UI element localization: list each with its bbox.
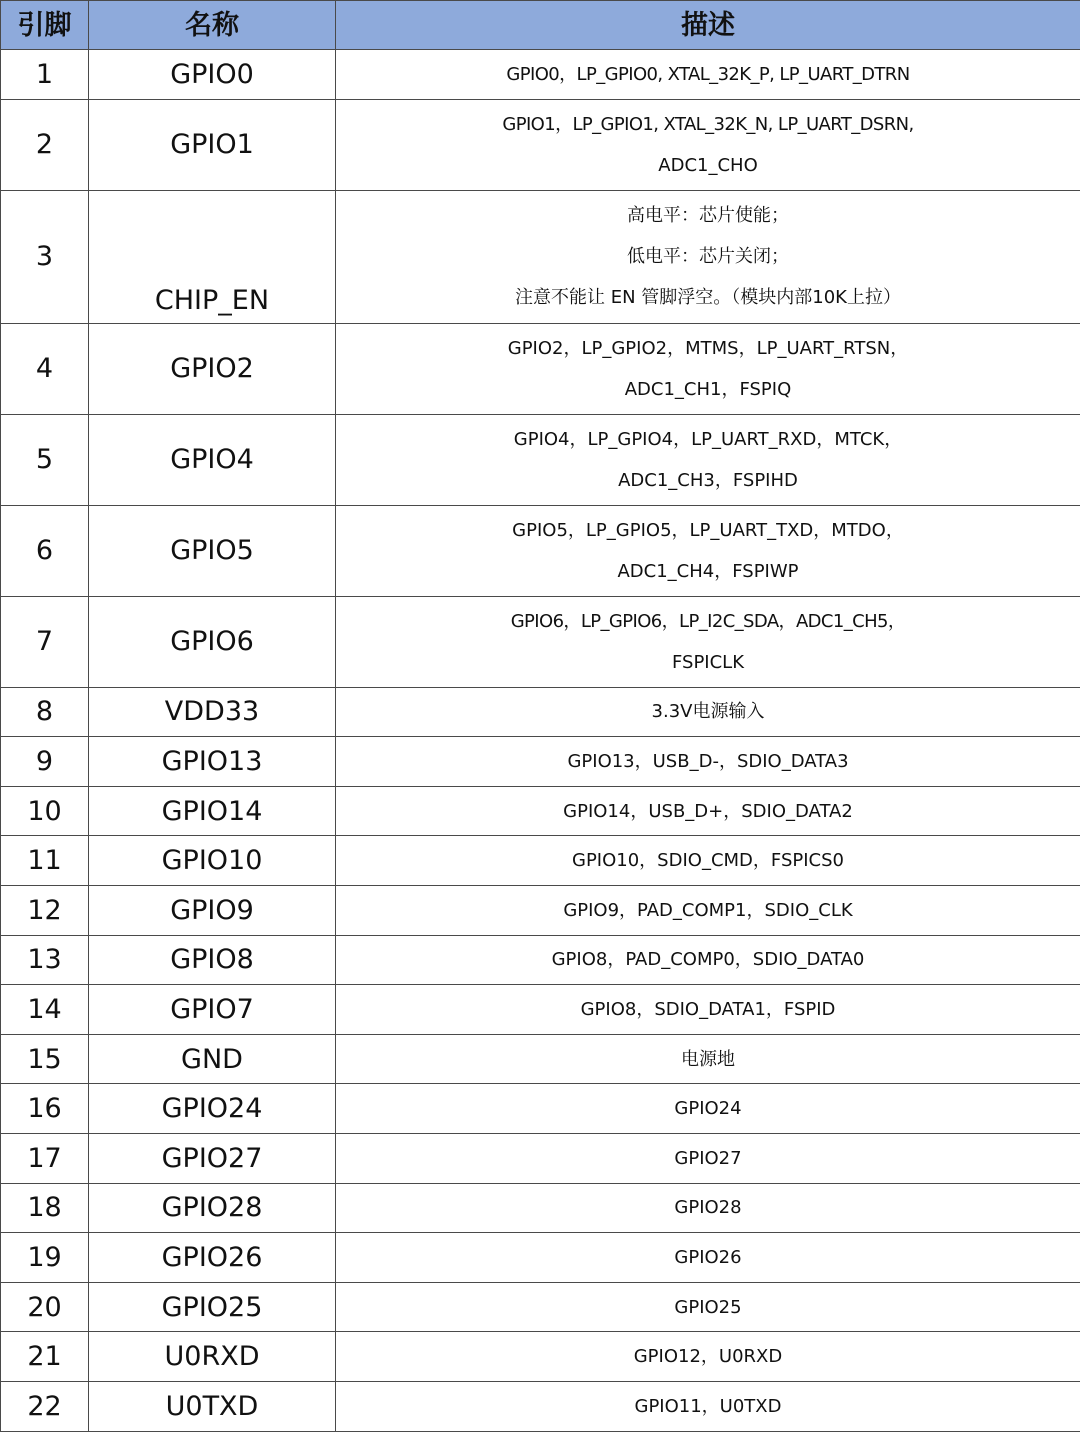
description-line: GPIO25 (674, 1296, 742, 1318)
pin-description-cell (336, 414, 1080, 505)
description-line: GPIO27 (674, 1147, 742, 1169)
table-row (1, 505, 1080, 596)
description-line: GPIO1，LP_GPIO1, XTAL_32K_N, LP_UART_DSRN, (502, 113, 914, 135)
pin-number-cell: 1 (1, 50, 89, 100)
pin-name-cell: VDD33 (89, 687, 336, 737)
description-line: ADC1_CHO (658, 154, 758, 176)
pin-number-cell: 2 (1, 99, 89, 190)
table-row (1, 737, 1080, 787)
table-row (1, 596, 1080, 687)
table-row (1, 1332, 1080, 1382)
pin-name-cell: GPIO6 (89, 596, 336, 687)
pin-description-cell (336, 1084, 1080, 1134)
table-header (1, 1, 1080, 50)
table-row (1, 786, 1080, 836)
description-line: GPIO9，PAD_COMP1，SDIO_CLK (563, 899, 853, 921)
description-line: GPIO8，PAD_COMP0，SDIO_DATA0 (551, 949, 865, 971)
pin-description-cell (336, 99, 1080, 190)
pin-number-cell: 9 (1, 737, 89, 787)
table-row (1, 99, 1080, 190)
description-line: ADC1_CH1，FSPIQ (624, 378, 792, 400)
pin-name-cell: U0RXD (89, 1332, 336, 1382)
pin-number-cell: 14 (1, 985, 89, 1035)
pin-number-cell: 17 (1, 1133, 89, 1183)
table-row (1, 323, 1080, 414)
table-row (1, 1282, 1080, 1332)
pin-name-cell: GPIO8 (89, 935, 336, 985)
pin-name-cell: GPIO28 (89, 1183, 336, 1233)
description-line: GPIO5，LP_GPIO5，LP_UART_TXD，MTDO， (512, 519, 904, 541)
table-row (1, 190, 1080, 323)
pin-description-cell (336, 836, 1080, 886)
description-line: GPIO14，USB_D+，SDIO_DATA2 (563, 800, 853, 822)
table-row (1, 1381, 1080, 1431)
description-line: 3.3V电源输入 (651, 701, 765, 723)
pin-number-cell: 12 (1, 885, 89, 935)
description-line: GPIO10，SDIO_CMD，FSPICS0 (572, 850, 844, 872)
table-row (1, 50, 1080, 100)
pin-description-cell (336, 596, 1080, 687)
pin-number-cell: 13 (1, 935, 89, 985)
pin-name-cell: CHIP_EN (89, 190, 336, 323)
pin-name-cell: GPIO24 (89, 1084, 336, 1134)
header-pin: 引脚 (1, 1, 89, 50)
pin-number-cell: 15 (1, 1034, 89, 1084)
pin-number-cell: 20 (1, 1282, 89, 1332)
pin-description-cell (336, 935, 1080, 985)
pin-name-cell: GPIO0 (89, 50, 336, 100)
table-row (1, 885, 1080, 935)
table-row (1, 1133, 1080, 1183)
pin-description-cell (336, 1332, 1080, 1382)
description-line: GPIO24 (674, 1098, 742, 1120)
table-row (1, 1183, 1080, 1233)
pin-description-cell (336, 505, 1080, 596)
pin-name-cell: GPIO9 (89, 885, 336, 935)
pin-number-cell: 4 (1, 323, 89, 414)
description-line: GPIO12，U0RXD (633, 1346, 783, 1368)
description-line: GPIO28 (674, 1197, 742, 1219)
pin-name-cell: GPIO14 (89, 786, 336, 836)
pin-number-cell: 7 (1, 596, 89, 687)
pin-description-cell (336, 885, 1080, 935)
pin-name-cell: GPIO5 (89, 505, 336, 596)
pin-description-cell (336, 50, 1080, 100)
pin-name-cell: GPIO4 (89, 414, 336, 505)
pin-number-cell: 8 (1, 687, 89, 737)
pin-description-cell (336, 1034, 1080, 1084)
description-line: 高电平：芯片使能； (627, 205, 789, 227)
description-line: 低电平：芯片关闭； (627, 246, 789, 268)
header-row (1, 1, 1080, 50)
pin-description-cell (336, 1282, 1080, 1332)
pin-number-cell: 21 (1, 1332, 89, 1382)
table-row (1, 1084, 1080, 1134)
pin-name-cell: GPIO10 (89, 836, 336, 886)
description-line: ADC1_CH4，FSPIWP (617, 560, 799, 582)
table-row (1, 687, 1080, 737)
pin-description-cell (336, 1183, 1080, 1233)
pin-number-cell: 3 (1, 190, 89, 323)
pin-name-cell: GND (89, 1034, 336, 1084)
table-row (1, 836, 1080, 886)
pin-description-cell (336, 985, 1080, 1035)
pin-name-cell: GPIO27 (89, 1133, 336, 1183)
pin-name-cell: GPIO7 (89, 985, 336, 1035)
pin-description-cell (336, 190, 1080, 323)
description-line: GPIO0，LP_GPIO0, XTAL_32K_P, LP_UART_DTRN (506, 63, 910, 85)
description-line: GPIO4，LP_GPIO4，LP_UART_RXD，MTCK， (513, 428, 903, 450)
header-name: 名称 (89, 1, 336, 50)
pin-number-cell: 11 (1, 836, 89, 886)
pin-number-cell: 10 (1, 786, 89, 836)
pin-name-cell: GPIO13 (89, 737, 336, 787)
pin-description-cell (336, 323, 1080, 414)
pin-description-cell (336, 1233, 1080, 1283)
pin-number-cell: 19 (1, 1233, 89, 1283)
pin-name-cell: U0TXD (89, 1381, 336, 1431)
pin-name-cell: GPIO26 (89, 1233, 336, 1283)
pin-name-cell: GPIO25 (89, 1282, 336, 1332)
pin-name-cell: GPIO1 (89, 99, 336, 190)
pin-description-cell (336, 737, 1080, 787)
table-body (1, 50, 1080, 1432)
table-row (1, 935, 1080, 985)
pin-name-cell: GPIO2 (89, 323, 336, 414)
table-row (1, 414, 1080, 505)
pin-number-cell: 22 (1, 1381, 89, 1431)
pin-number-cell: 5 (1, 414, 89, 505)
description-line: GPIO6，LP_GPIO6，LP_I2C_SDA，ADC1_CH5， (510, 610, 906, 632)
pin-number-cell: 6 (1, 505, 89, 596)
pin-description-cell (336, 687, 1080, 737)
description-line: GPIO13，USB_D-，SDIO_DATA3 (567, 750, 849, 772)
description-line: 注意不能让 EN 管脚浮空。（模块内部10K上拉） (515, 287, 901, 309)
pin-description-cell (336, 1133, 1080, 1183)
table-row (1, 985, 1080, 1035)
description-line: GPIO26 (674, 1246, 742, 1268)
description-line: GPIO11，U0TXD (634, 1395, 782, 1417)
description-line: 电源地 (681, 1048, 735, 1070)
pin-description-cell (336, 1381, 1080, 1431)
pin-description-cell (336, 786, 1080, 836)
description-line: FSPICLK (671, 651, 745, 673)
pin-number-cell: 16 (1, 1084, 89, 1134)
description-line: GPIO8，SDIO_DATA1，FSPID (580, 998, 836, 1020)
table-row (1, 1233, 1080, 1283)
header-description: 描述 (336, 1, 1080, 50)
description-line: GPIO2，LP_GPIO2，MTMS，LP_UART_RTSN， (507, 337, 909, 359)
description-line: ADC1_CH3，FSPIHD (618, 469, 798, 491)
table-row (1, 1034, 1080, 1084)
pin-number-cell: 18 (1, 1183, 89, 1233)
